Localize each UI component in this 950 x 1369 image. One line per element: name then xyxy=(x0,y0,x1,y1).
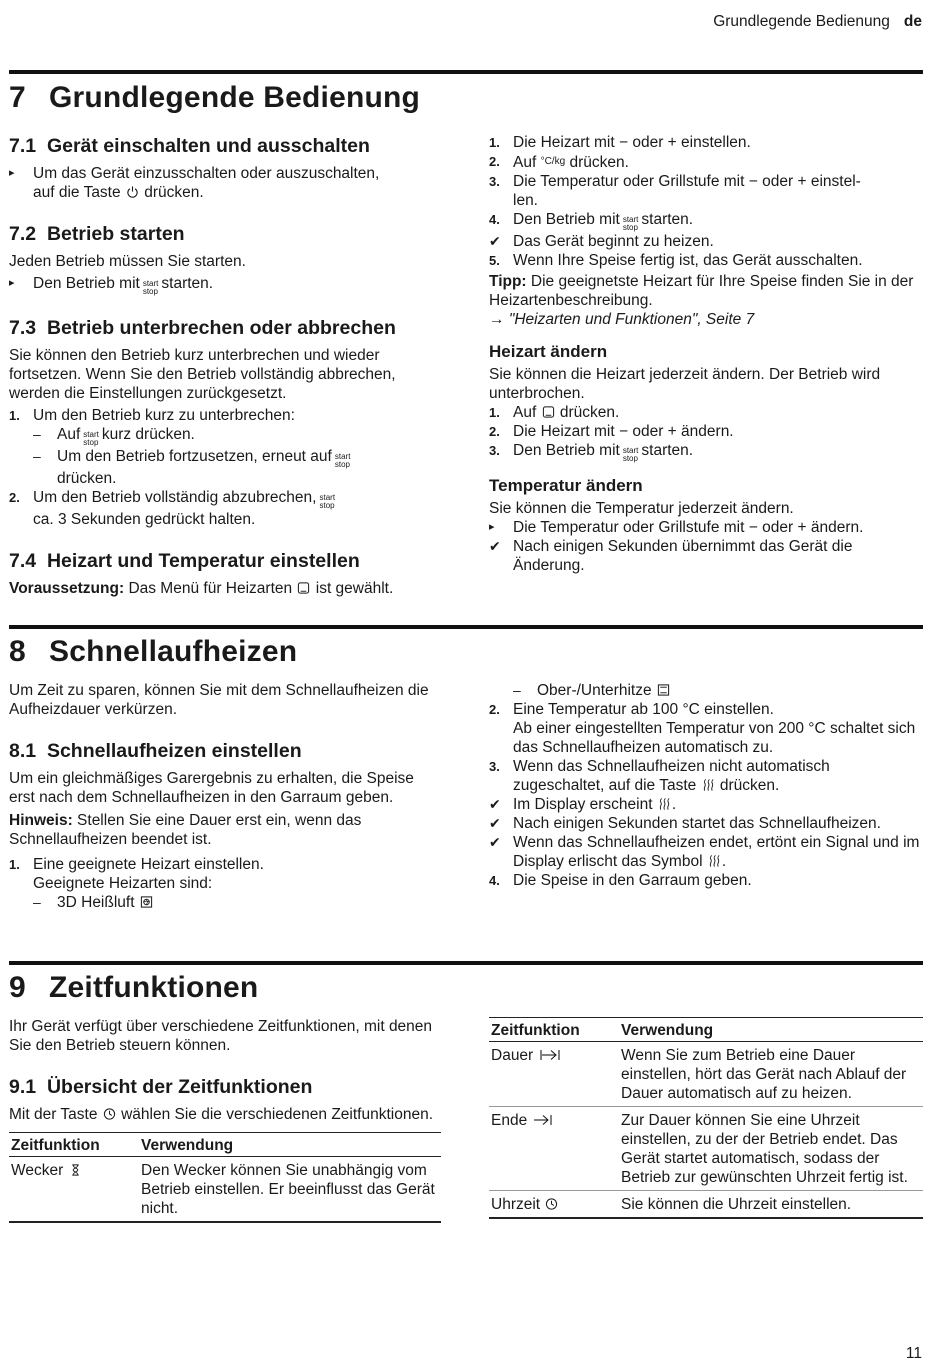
s73-text: Sie können den Betrieb kurz unterbrechen und wieder fortsetzen. Wenn Sie den Betrieb vollständig abbrechen, werden die Einstellungen zurückgesetzt. xyxy=(9,347,396,402)
heizart-aendern-title: Heizart ändern xyxy=(489,342,608,361)
list-item: ▸ Den Betrieb mit start stop starten. xyxy=(9,275,214,296)
s81-text: Um ein gleichmäßiges Garergebnis zu erhalten, die Speise erst nach dem Schnellaufheizen in den Garraum geben. xyxy=(9,770,414,806)
hot-air-3d-icon xyxy=(140,895,153,909)
result-item: ✔ Wenn das Schnellaufheizen endet, ertönt ein Signal und im Display erlischt das Symbol . xyxy=(489,834,920,870)
chapter-rule xyxy=(9,625,923,629)
s72-text: Jeden Betrieb müssen Sie starten. xyxy=(9,253,246,270)
rapid-heat-icon xyxy=(702,778,715,792)
power-icon xyxy=(126,185,139,199)
top-bottom-heat-icon xyxy=(657,683,670,697)
step-item: 2. Um den Betrieb vollständig abzubrechen, start stop ca. 3 Sekunden gedrückt halten. xyxy=(9,489,336,528)
page-number: 11 xyxy=(905,1345,922,1362)
step-item: 3. Die Temperatur oder Grillstufe mit − oder + einstel- len. xyxy=(489,173,861,209)
step-item: 2. Eine Temperatur ab 100 °C einstellen. Ab einer eingestellten Temperatur von 200 °C schaltet sich das Schnellaufheizen automatisch zu. xyxy=(489,701,916,756)
start-stop-icon: start stop xyxy=(622,446,639,463)
step-item: 3. Wenn das Schnellaufheizen nicht automatisch zugeschaltet, auf die Taste drücken. xyxy=(489,758,830,794)
step-item: 5. Wenn Ihre Speise fertig ist, das Gerät ausschalten. xyxy=(489,252,863,269)
step-item: 2. Die Heizart mit − oder + ändern. xyxy=(489,423,734,440)
dash-item: – 3D Heißluft xyxy=(9,893,437,912)
dash-item: – Um den Betrieb fortzusetzen, erneut auf start stop drücken. xyxy=(33,448,351,487)
table-header: Zeitfunktion xyxy=(9,1133,139,1157)
dash-item: – Ober-/Unterhitze xyxy=(489,681,925,700)
rapid-heat-icon xyxy=(658,797,671,811)
table-header: Verwendung xyxy=(619,1018,923,1042)
step-item: 4. Den Betrieb mit start stop starten. xyxy=(489,211,694,232)
end-time-icon xyxy=(533,1113,553,1127)
start-stop-icon: start stop xyxy=(622,215,639,232)
step-item: 1. Auf drücken. xyxy=(489,404,620,421)
header-section: Grundlegende Bedienung xyxy=(713,13,890,30)
result-item: ✔ Nach einigen Sekunden startet das Schnellaufheizen. xyxy=(489,815,881,832)
cross-reference[interactable]: → "Heizarten und Funktionen", Seite 7 xyxy=(489,311,755,328)
section-8-1-title: 8.1 Schnellaufheizen einstellen xyxy=(9,740,302,762)
chapter-8-title: 8 Schnellaufheizen xyxy=(9,635,298,668)
table-row: Uhrzeit Sie können die Uhrzeit einstellen. xyxy=(489,1191,923,1219)
step-item: 2. Auf °C/kg drücken. xyxy=(489,154,629,171)
chapter-rule xyxy=(9,961,923,965)
start-stop-icon: start stop xyxy=(142,279,159,296)
running-header xyxy=(713,12,922,31)
time-functions-table-left xyxy=(9,1132,441,1223)
chapter-rule xyxy=(9,70,923,74)
result-item: ✔ Im Display erscheint . xyxy=(489,796,677,813)
ch8-left-column xyxy=(9,681,437,912)
chapter-9-title: 9 Zeitfunktionen xyxy=(9,971,259,1004)
table-header: Zeitfunktion xyxy=(489,1018,619,1042)
temperatur-text: Sie können die Temperatur jederzeit ändern. xyxy=(489,500,794,517)
table-row: Dauer Wenn Sie zum Betrieb eine Dauer einstellen, hört das Gerät nach Ablauf der Dauer automatisch auf zu heizen. xyxy=(489,1042,923,1107)
temperatur-aendern-title: Temperatur ändern xyxy=(489,476,643,495)
ch8-right-column xyxy=(489,681,925,890)
table-row: Ende Zur Dauer können Sie eine Uhrzeit einstellen, zu der der Betrieb endet. Das Gerät startet automatisch, sodass der Betrieb zur gewünschten Uhrzeit fertig ist. xyxy=(489,1107,923,1191)
clock-icon xyxy=(103,1107,116,1121)
step-item: 1. Die Heizart mit − oder + einstellen. xyxy=(489,134,751,151)
ch9-right-column xyxy=(489,1017,923,1219)
start-stop-icon: start stop xyxy=(319,493,336,510)
duration-icon xyxy=(539,1048,561,1062)
result-item: ✔ Nach einigen Sekunden übernimmt das Gerät die Änderung. xyxy=(489,538,853,574)
result-item: ✔ Das Gerät beginnt zu heizen. xyxy=(489,233,714,250)
section-7-2-title: 7.2 Betrieb starten xyxy=(9,223,185,245)
table-row: Wecker Den Wecker können Sie unabhängig vom Betrieb einstellen. Er beeinflusst das Gerät nicht. xyxy=(9,1157,441,1223)
chapter-7-title: 7 Grundlegende Bedienung xyxy=(9,81,421,114)
ch8-intro: Um Zeit zu sparen, können Sie mit dem Schnellaufheizen die Aufheizdauer verkürzen. xyxy=(9,682,429,718)
section-7-3-title: 7.3 Betrieb unterbrechen oder abbrechen xyxy=(9,317,396,339)
deg-kg-icon: °C/kg xyxy=(540,156,566,167)
list-item: ▸ Die Temperatur oder Grillstufe mit − oder + ändern. xyxy=(489,519,864,536)
step-item: 1. Um den Betrieb kurz zu unterbrechen: xyxy=(9,407,295,424)
ch7-right-column xyxy=(489,133,925,575)
hourglass-icon xyxy=(69,1163,82,1177)
list-item: ▸ Um das Gerät einzusschalten oder auszuschalten, auf die Taste drücken. xyxy=(9,165,380,201)
time-functions-table-right xyxy=(489,1017,923,1219)
step-item: 3. Den Betrieb mit start stop starten. xyxy=(489,442,694,463)
section-7-4-title: 7.4 Heizart und Temperatur einstellen xyxy=(9,550,360,572)
note: Hinweis: Stellen Sie eine Dauer erst ein, wenn das Schnellaufheizen beendet ist. xyxy=(9,812,362,848)
menu-heating-icon xyxy=(542,405,555,419)
s74-requirement: Voraussetzung: Das Menü für Heizarten ist gewählt. xyxy=(9,580,394,597)
clock-icon xyxy=(545,1197,558,1211)
heizart-text: Sie können die Heizart jederzeit ändern. Der Betrieb wird unterbrochen. xyxy=(489,366,881,402)
step-item: 4. Die Speise in den Garraum geben. xyxy=(489,872,752,889)
s91-text: Mit der Taste wählen Sie die verschiedenen Zeitfunktionen. xyxy=(9,1106,434,1123)
rapid-heat-icon xyxy=(708,854,721,868)
section-9-1-title: 9.1 Übersicht der Zeitfunktionen xyxy=(9,1076,313,1098)
ch7-left-column xyxy=(9,134,441,598)
start-stop-icon: start stop xyxy=(334,452,351,469)
ch9-left-column xyxy=(9,1017,441,1223)
section-7-1-title: 7.1 Gerät einschalten und ausschalten xyxy=(9,135,370,157)
dash-item: – Auf start stop kurz drücken. xyxy=(33,426,195,447)
table-header: Verwendung xyxy=(139,1133,441,1157)
header-lang: de xyxy=(903,13,922,30)
ch9-intro: Ihr Gerät verfügt über verschiedene Zeitfunktionen, mit denen Sie den Betrieb steuern können. xyxy=(9,1018,433,1054)
menu-heating-icon xyxy=(297,581,310,595)
step-item: 1. Eine geeignete Heizart einstellen. Geeignete Heizarten sind: xyxy=(9,856,264,892)
tip: Tipp: Die geeignetste Heizart für Ihre Speise finden Sie in der Heizartenbeschreibung. xyxy=(489,273,914,309)
start-stop-icon: start stop xyxy=(83,430,99,447)
